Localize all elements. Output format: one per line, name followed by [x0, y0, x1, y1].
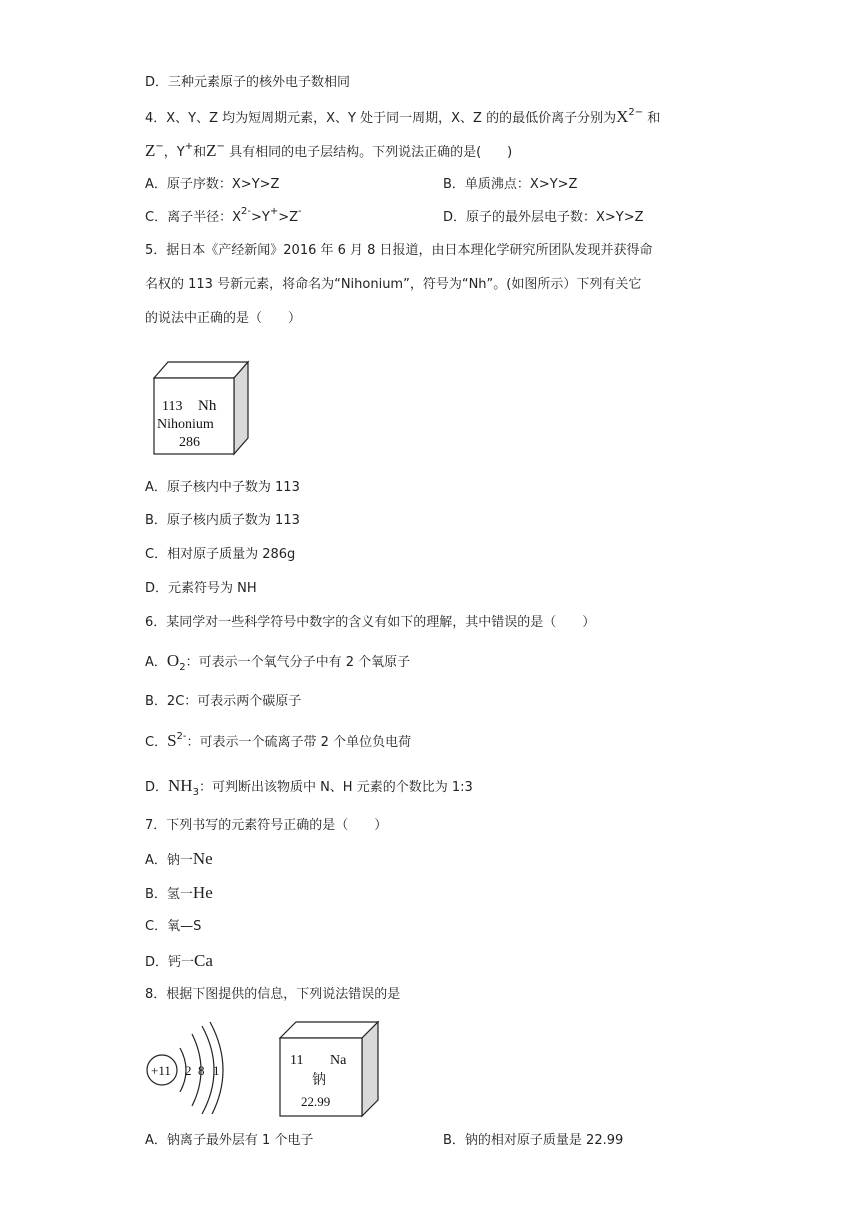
- q5-stem-line3: 的说法中正确的是（ ）: [145, 311, 302, 326]
- q4-option-c-pre: C．离子半径：X: [145, 210, 241, 225]
- q4-option-c-z-charge: -: [298, 206, 302, 217]
- sodium-atom-structure-diagram: [140, 1014, 230, 1118]
- q6-stem: 6．某同学对一些科学符号中数字的含义有如下的理解，其中错误的是（ ）: [145, 615, 596, 630]
- q6-option-d-formula: NH: [168, 776, 193, 795]
- nh-symbol: Nh: [198, 398, 217, 414]
- q4-y-symbol: Y: [176, 145, 185, 160]
- q6-option-d: [145, 777, 473, 798]
- na-atomic-number: 11: [290, 1053, 304, 1068]
- q4-option-c-end: >Z: [278, 210, 299, 225]
- q4-stem-line2-text: 具有相同的电子层结构。下列说法正确的是( ): [229, 145, 513, 160]
- na-name: 钠: [312, 1072, 326, 1088]
- q6-option-a-formula: O: [166, 651, 180, 670]
- q7-option-c: C．氧—S: [145, 919, 202, 934]
- q8-option-a: A．钠离子最外层有 1 个电子: [145, 1133, 314, 1148]
- q4-and-word: 和: [647, 111, 661, 126]
- q5-stem-line2: 名权的 113 号新元素，将命名为“Nihonium”，符号为“Nh”。(如图所示）下列有关它: [145, 277, 642, 292]
- q4-and-word-2: 和: [193, 145, 207, 160]
- q4-stem-line2: Z−，Y+和Z− 具有相同的电子层结构。下列说法正确的是( ): [145, 141, 513, 160]
- q6-option-a-text: ：可表示一个氧气分子中有 2 个氧原子: [185, 655, 411, 670]
- q4-x-charge: 2−: [628, 107, 644, 118]
- q6-option-c-text: ：可表示一个硫离子带 2 个单位负电荷: [186, 735, 412, 750]
- q4-option-d: D．原子的最外层电子数：X>Y>Z: [443, 210, 644, 225]
- q7-option-b-prefix: B．氢一: [145, 887, 193, 902]
- q6-option-c: [145, 732, 411, 753]
- q4-y-charge: +: [184, 141, 194, 152]
- q7-option-d: [145, 952, 213, 972]
- q6-option-c-formula: S: [167, 731, 177, 750]
- q6-option-d-sub: 3: [192, 787, 199, 798]
- q5-option-d: D．元素符号为 NH: [145, 581, 257, 596]
- q6-option-d-text: ：可判断出该物质中 N、H 元素的个数比为 1:3: [198, 780, 473, 795]
- q4-z-symbol-2: Z: [206, 141, 217, 160]
- q4-stem-text: 4．X、Y、Z 均为短周期元素，X、Y 处于同一周期，X、Z 的的最低价离子分别为: [145, 111, 617, 126]
- na-symbol: Na: [330, 1053, 347, 1068]
- q6-option-a: [145, 652, 410, 673]
- q4-stem-line1: [145, 108, 660, 129]
- q3-option-d: D．三种元素原子的核外电子数相同: [145, 75, 351, 90]
- q6-option-c-sup: 2-: [176, 731, 187, 742]
- q7-option-a-prefix: A．钠一: [145, 853, 193, 868]
- q4-option-c: [145, 206, 302, 228]
- q4-option-a: A．原子序数：X>Y>Z: [145, 177, 280, 192]
- q6-option-c-prefix: C．: [145, 735, 168, 750]
- q6-option-a-prefix: A．: [145, 655, 167, 670]
- nihonium-element-tile: [150, 358, 255, 462]
- q7-option-a-symbol: Ne: [192, 849, 213, 868]
- q8-stem: 8．根据下图提供的信息，下列说法错误的是: [145, 987, 401, 1002]
- q5-option-c: C．相对原子质量为 286g: [145, 547, 296, 562]
- q4-z-charge-2: −: [216, 141, 225, 152]
- q4-option-b: B．单质沸点：X>Y>Z: [443, 177, 578, 192]
- q4-option-c-x-charge: 2-: [240, 206, 251, 217]
- q6-option-a-sub: 2: [179, 662, 186, 673]
- nh-name: Nihonium: [157, 417, 214, 432]
- nh-atomic-number: 113: [162, 399, 183, 414]
- q6-option-d-prefix: D．: [145, 780, 169, 795]
- q4-option-c-y-charge: +: [269, 206, 279, 217]
- nh-mass: 286: [179, 435, 200, 450]
- q4-z-symbol: Z: [145, 141, 156, 160]
- sodium-element-tile: [278, 1020, 384, 1124]
- na-mass: 22.99: [301, 1094, 331, 1109]
- nucleus-charge: +11: [151, 1063, 171, 1078]
- q7-option-d-symbol: Ca: [194, 951, 213, 970]
- shell-2-electrons: 8: [198, 1063, 205, 1078]
- shell-3-electrons: 1: [213, 1063, 220, 1078]
- q7-option-a: [145, 850, 213, 870]
- q8-option-b: B．钠的相对原子质量是 22.99: [443, 1133, 624, 1148]
- q5-option-b: B．原子核内质子数为 113: [145, 513, 300, 528]
- shell-1-electrons: 2: [185, 1063, 192, 1078]
- q5-option-a: A．原子核内中子数为 113: [145, 480, 300, 495]
- q4-option-c-mid: >Y: [250, 210, 270, 225]
- q6-option-b: B．2C：可表示两个碳原子: [145, 694, 302, 709]
- q7-stem: 7．下列书写的元素符号正确的是（ ）: [145, 818, 388, 833]
- q4-x-symbol: X: [616, 107, 629, 126]
- q7-option-b: [145, 884, 213, 904]
- q7-option-b-symbol: He: [192, 883, 213, 902]
- q4-z-charge: −: [155, 141, 164, 152]
- q7-option-d-prefix: D．钙一: [145, 955, 195, 970]
- q5-stem-line1: 5．据日本《产经新闻》2016 年 6 月 8 日报道，由日本理化学研究所团队发现并获得命: [145, 243, 653, 258]
